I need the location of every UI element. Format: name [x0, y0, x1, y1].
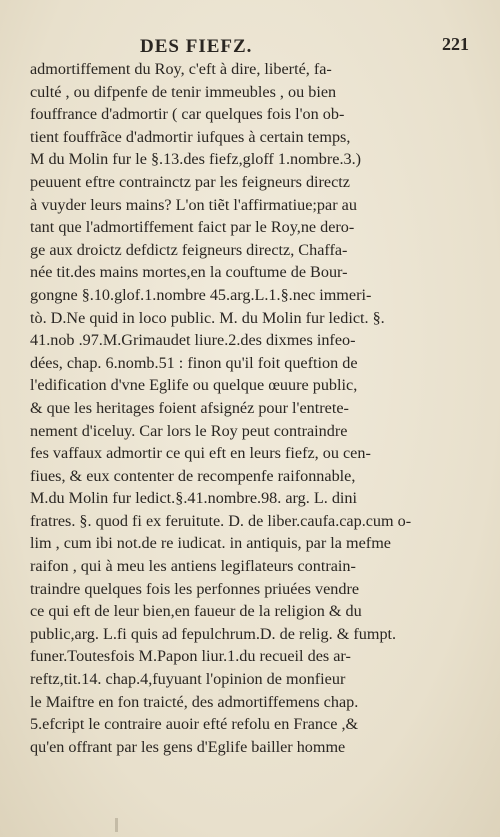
text-line: & que les heritages foient afsignéz pour l'entrete- — [30, 398, 349, 417]
text-line: fratres. §. quod fi ex feruitute. D. de liber.caufa.cap.cum o- — [30, 511, 412, 530]
text-line: fiues, & eux contenter de recompenfe raifonnable, — [30, 466, 356, 485]
text-line: reftz,tit.14. chap.4,fuyuant l'opinion de monfieur — [30, 670, 346, 689]
text-line: M du Molin fur le §.13.des fiefz,gloff 1.nombre.3.) — [30, 150, 362, 169]
text-line: tant que l'admortiffement faict par le Roy,ne dero- — [30, 218, 355, 237]
text-line: dées, chap. 6.nomb.51 : finon qu'il foit queftion de — [30, 353, 358, 372]
text-line: funer.Toutesfois M.Papon liur.1.du recueil des ar- — [30, 647, 351, 666]
text-line: l'edification d'vne Eglife ou quelque œuure public, — [30, 376, 358, 395]
text-line: le Maiftre en fon traicté, des admortiffemens chap. — [30, 692, 359, 711]
text-line: 5.efcript le contraire auoir efté refolu en France ,& — [30, 715, 359, 734]
text-line: gongne §.10.glof.1.nombre 45.arg.L.1.§.nec immeri- — [30, 285, 372, 304]
text-line: ce qui eft de leur bien,en faueur de la religion & du — [30, 602, 362, 621]
text-line: traindre quelques fois les perfonnes priuées vendre — [30, 579, 360, 598]
text-line: peuuent eftre contrainctz par les feigneurs directz — [30, 172, 350, 191]
text-line: qu'en offrant par les gens d'Eglife bailler homme — [30, 737, 346, 756]
text-line: fouffrance d'admortir ( car quelques fois l'on ob- — [30, 105, 345, 124]
text-line: admortiffement du Roy, c'eft à dire, liberté, fa- — [30, 60, 332, 78]
text-line: 41.nob .97.M.Grimaudet liure.2.des dixmes infeo- — [30, 331, 356, 350]
text-line: tò. D.Ne quid in loco public. M. du Molin fur ledict. §. — [30, 308, 385, 327]
text-line: raifon , qui à meu les antiens legiflateurs contrain- — [30, 557, 356, 576]
page-number: 221 — [442, 34, 469, 54]
text-line: lim , cum ibi not.de re iudicat. in antiquis, par la mefme — [30, 534, 391, 553]
text-line: à vuyder leurs mains? L'on tiẽt l'affirmatiue;par au — [30, 195, 357, 214]
text-line: M.du Molin fur ledict.§.41.nombre.98. arg. L. dini — [30, 489, 358, 508]
running-head: DES FIEFZ. — [140, 36, 253, 57]
text-line: tient fouffrãce d'admortir iufques à certain temps, — [30, 127, 351, 146]
text-line: public,arg. L.fi quis ad fepulchrum.D. de relig. & fumpt. — [30, 624, 397, 643]
text-line: fes vaffaux admortir ce qui eft en leurs fiefz, ou cen- — [30, 444, 371, 463]
text-line: culté , ou difpenfe de tenir immeubles , ou bien — [30, 82, 337, 101]
body-text — [30, 58, 488, 758]
text-line: nement d'iceluy. Car lors le Roy peut contraindre — [30, 421, 348, 440]
text-line: ge aux droictz defdictz feigneurs directz, Chaffa- — [30, 240, 348, 259]
text-line: née tit.des mains mortes,en la couftume de Bour- — [30, 263, 348, 282]
paper-stain — [115, 818, 118, 832]
